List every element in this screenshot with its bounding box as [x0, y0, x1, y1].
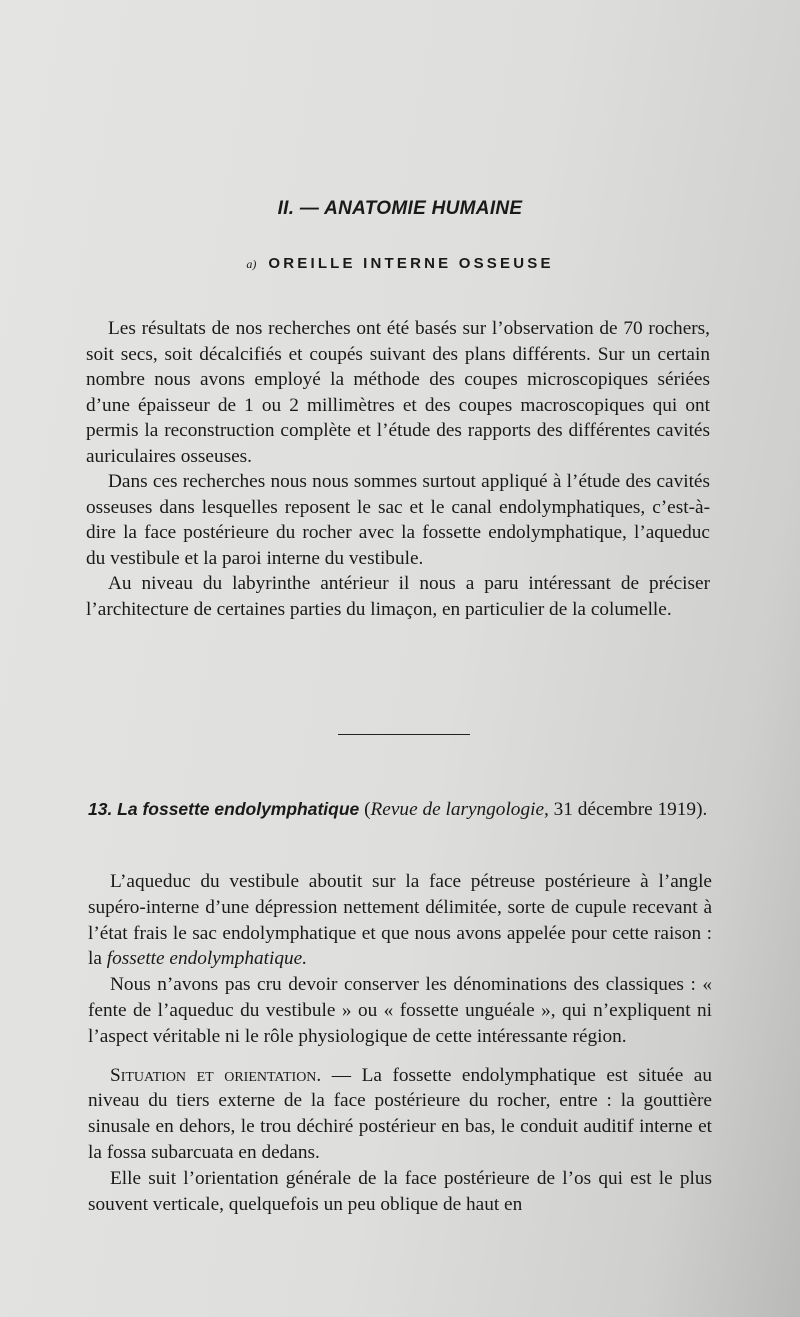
situation-paragraph: [88, 1063, 712, 1166]
entry-source: Revue de laryngologie,: [370, 799, 549, 820]
intro-text: [86, 316, 710, 622]
intro-paragraph: Au niveau du labyrinthe antérieur il nous a paru intéressant de préciser l’architecture de certaines parties du limaçon, en particulier de la columelle.: [86, 573, 710, 620]
situation-text: — La fossette endolymphatique est située au niveau du tiers externe de la face postérieure du rocher, entre : la gouttière sinusale en dehors, le trou déchiré postérieur en bas, le conduit auditif interne et la fossa subarcuata en dedans.: [88, 1064, 712, 1163]
subsection-title: [0, 255, 800, 272]
subsection-title-text: OREILLE INTERNE OSSEUSE: [268, 255, 554, 272]
entry-heading: [88, 797, 712, 823]
intro-paragraph: Les résultats de nos recherches ont été basés sur l’observation de 70 rochers, soit secs, soit décalcifiés et coupés suivant des plans différents. Sur un certain nombre nous avons employé la méthode des coupes microscopiques sériées d’une épaisseur de 1 ou 2 millimètres et des coupes macroscopiques qui ont permis la reconstruction complète et l’étude des rapports des différentes cavités auriculaires osseuses.: [86, 318, 710, 467]
section-divider: [338, 734, 470, 735]
body-paragraph: [88, 869, 712, 972]
entry-date: 31 décembre 1919).: [548, 799, 708, 820]
body-paragraph-text: L’aqueduc du vestibule aboutit sur la face pétreuse postérieure à l’angle supéro-interne d’une dépression nettement délimitée, sorte de cupule recevant à l’état frais le sac endolymphatique et que nous avons appelée pour cette raison : la: [88, 871, 712, 970]
entry-title: La fossette endolymphatique: [117, 799, 360, 819]
entry-source-open: (: [359, 799, 371, 820]
body-paragraph: Nous n’avons pas cru devoir conserver les dénominations des classiques : « fente de l’aqueduc du vestibule » ou « fossette unguéale », qui n’expliquent ni l’aspect véritable ni le rôle physiologique de cette intéressante région.: [88, 974, 712, 1047]
situation-label: Situation et orientation.: [110, 1064, 322, 1086]
subsection-marker: a): [246, 257, 257, 271]
entry-body: [88, 869, 712, 1217]
body-paragraph: Elle suit l’orientation générale de la face postérieure de l’os qui est le plus souvent verticale, quelquefois un peu oblique de haut en: [88, 1167, 712, 1215]
entry-number: 13.: [88, 799, 113, 819]
emphasized-term: fossette endolymphatique.: [106, 948, 308, 970]
section-title: II. — ANATOMIE HUMAINE: [277, 198, 523, 219]
intro-paragraph: Dans ces recherches nous nous sommes surtout appliqué à l’étude des cavités osseuses dans lesquelles reposent le sac et le canal endolymphatiques, c’est-à-dire la face postérieure du rocher avec la fossette endolymphatique, l’aqueduc du vestibule et la paroi interne du vestibule.: [86, 471, 710, 569]
